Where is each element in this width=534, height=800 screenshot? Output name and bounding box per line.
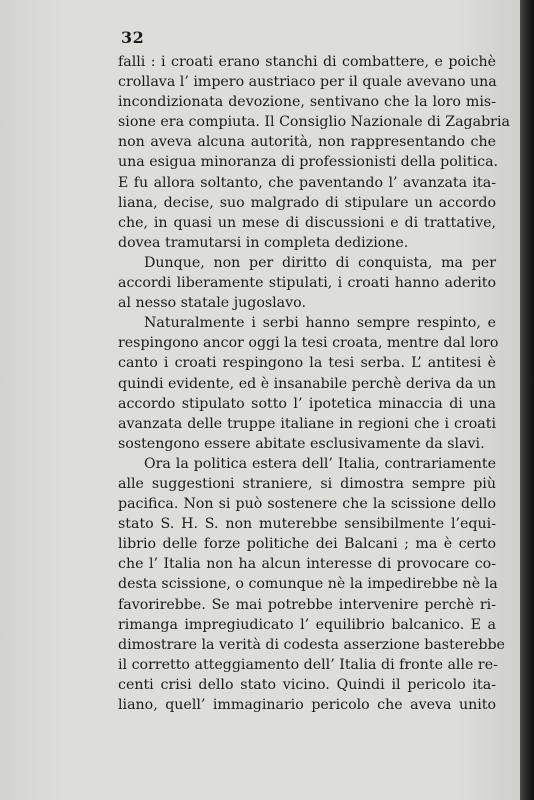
text-line: accordi liberamente stipulati, i croati hanno aderito [118,275,496,292]
text-line: accordo stipulato sotto l’ ipotetica minaccia di una [118,395,496,412]
text-line: al nesso statale jugoslavo. [118,295,306,312]
body-text [118,52,510,715]
text-line: il corretto atteggiamento dell’ Italia di fronte alle re- [118,656,498,673]
text-line: che l’ Italia non ha alcun interesse di provocare co- [118,556,496,573]
page-number: 32 [121,28,145,47]
text-line: pacifica. Non si può sostenere che la scissione dello [118,496,496,513]
text-line: che, in quasi un mese di discussioni e di trattative, [118,214,496,231]
text-line: Naturalmente i serbi hanno sempre respinto, e [144,315,496,332]
text-line: favorirebbe. Se mai potrebbe intervenire perchè ri- [118,596,496,613]
text-line: sostengono essere abitate esclusivamente da slavi. [118,435,485,452]
text-line: liano, quell’ immaginario pericolo che aveva unito [118,697,496,713]
text-line: non aveva alcuna autorità, non rappresentando che [118,134,496,151]
text-line: dimostrare la verità di codesta asserzione basterebbe [118,636,505,653]
text-line: librio delle forze politiche dei Balcani ; ma è certo [118,536,496,553]
text-line: dovea tramutarsi in completa dedizione. [118,234,409,251]
text-line: rimanga impregiudicato l’ equilibrio balcanico. E a [118,616,496,633]
text-line: sione era compiuta. Il Consiglio Nazionale di Zagabria [118,114,510,131]
text-line: Dunque, non per diritto di conquista, ma per [144,254,496,271]
text-line: falli : i croati erano stanchi di combattere, e poichè [118,54,496,70]
text-line: alle suggestioni straniere, si dimostra sempre più [118,475,496,492]
text-line: incondizionata devozione, sentivano che la loro mis- [118,94,496,111]
text-line: respingono ancor oggi la tesi croata, mentre dal loro [118,335,499,352]
page-edge-shadow [520,0,534,800]
text-line: liana, decise, suo malgrado di stipulare un accordo [118,194,496,211]
text-line: E fu allora soltanto, che paventando l’ avanzata ita- [118,174,496,191]
text-line: centi crisi dello stato vicino. Quindi il pericolo ita- [118,676,496,693]
text-line: desta scissione, o comunque nè la impedirebbe nè la [118,576,498,593]
text-line: canto i croati respingono la tesi serba. L’ antitesi è [118,355,496,372]
text-line: crollava l’ impero austriaco per il quale avevano una [118,74,497,91]
text-line: stato S. H. S. non muterebbe sensibilmente l’equi- [118,516,496,533]
text-line: Ora la politica estera dell’ Italia, contrariamente [144,455,496,472]
text-line: avanzata delle truppe italiane in regioni che i croati [118,415,496,432]
text-line: quindi evidente, ed è insanabile perchè deriva da un [118,375,497,392]
text-line: una esigua minoranza di professionisti della politica. [118,154,499,171]
